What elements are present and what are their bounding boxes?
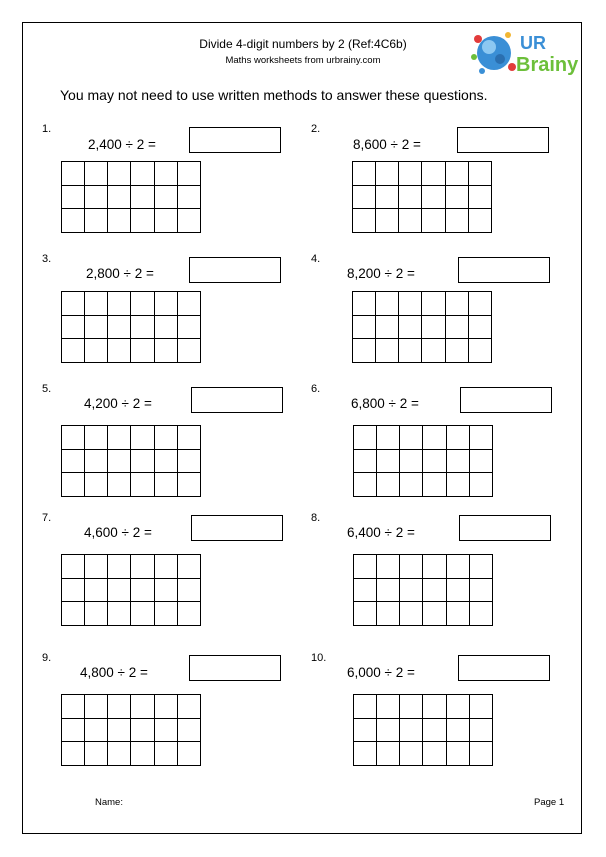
- question-number-7: 7.: [42, 512, 52, 524]
- answer-box-9[interactable]: [189, 655, 281, 681]
- question-number-6: 6.: [311, 383, 321, 395]
- urbrainy-logo: [468, 27, 580, 79]
- answer-box-5[interactable]: [191, 387, 283, 413]
- logo-text-brainy: Brainy: [516, 54, 579, 76]
- answer-box-2[interactable]: [457, 127, 549, 153]
- worksheet-subtitle: Maths worksheets from urbrainy.com: [225, 55, 381, 66]
- logo-text-ur: UR: [520, 33, 546, 53]
- question-text-2: 8,600 ÷ 2 =: [353, 137, 421, 152]
- question-text-3: 2,800 ÷ 2 =: [86, 266, 154, 281]
- question-number-2: 2.: [311, 123, 321, 135]
- question-text-6: 6,800 ÷ 2 =: [351, 396, 419, 411]
- instructions-text: You may not need to use written methods to answer these questions.: [60, 87, 488, 103]
- question-text-8: 6,400 ÷ 2 =: [347, 525, 415, 540]
- answer-box-8[interactable]: [459, 515, 551, 541]
- worksheet-title: Divide 4-digit numbers by 2 (Ref:4C6b): [199, 37, 407, 51]
- answer-box-7[interactable]: [191, 515, 283, 541]
- page-number: Page 1: [534, 797, 565, 808]
- answer-box-6[interactable]: [460, 387, 552, 413]
- working-grid-1: [61, 161, 201, 233]
- question-text-5: 4,200 ÷ 2 =: [84, 396, 152, 411]
- answer-box-10[interactable]: [458, 655, 550, 681]
- working-grid-8: [353, 554, 493, 626]
- question-text-9: 4,800 ÷ 2 =: [80, 665, 148, 680]
- question-number-9: 9.: [42, 652, 52, 664]
- answer-box-3[interactable]: [189, 257, 281, 283]
- working-grid-2: [352, 161, 492, 233]
- answer-box-4[interactable]: [458, 257, 550, 283]
- question-number-1: 1.: [42, 123, 52, 135]
- question-text-4: 8,200 ÷ 2 =: [347, 266, 415, 281]
- question-number-8: 8.: [311, 512, 321, 524]
- working-grid-9: [61, 694, 201, 766]
- question-number-3: 3.: [42, 253, 52, 265]
- working-grid-5: [61, 425, 201, 497]
- working-grid-7: [61, 554, 201, 626]
- working-grid-6: [353, 425, 493, 497]
- question-text-7: 4,600 ÷ 2 =: [84, 525, 152, 540]
- name-label: Name:: [95, 797, 123, 808]
- question-text-1: 2,400 ÷ 2 =: [88, 137, 156, 152]
- question-number-5: 5.: [42, 383, 52, 395]
- question-text-10: 6,000 ÷ 2 =: [347, 665, 415, 680]
- question-number-4: 4.: [311, 253, 321, 265]
- working-grid-10: [353, 694, 493, 766]
- working-grid-3: [61, 291, 201, 363]
- question-number-10: 10.: [311, 652, 327, 664]
- working-grid-4: [352, 291, 492, 363]
- answer-box-1[interactable]: [189, 127, 281, 153]
